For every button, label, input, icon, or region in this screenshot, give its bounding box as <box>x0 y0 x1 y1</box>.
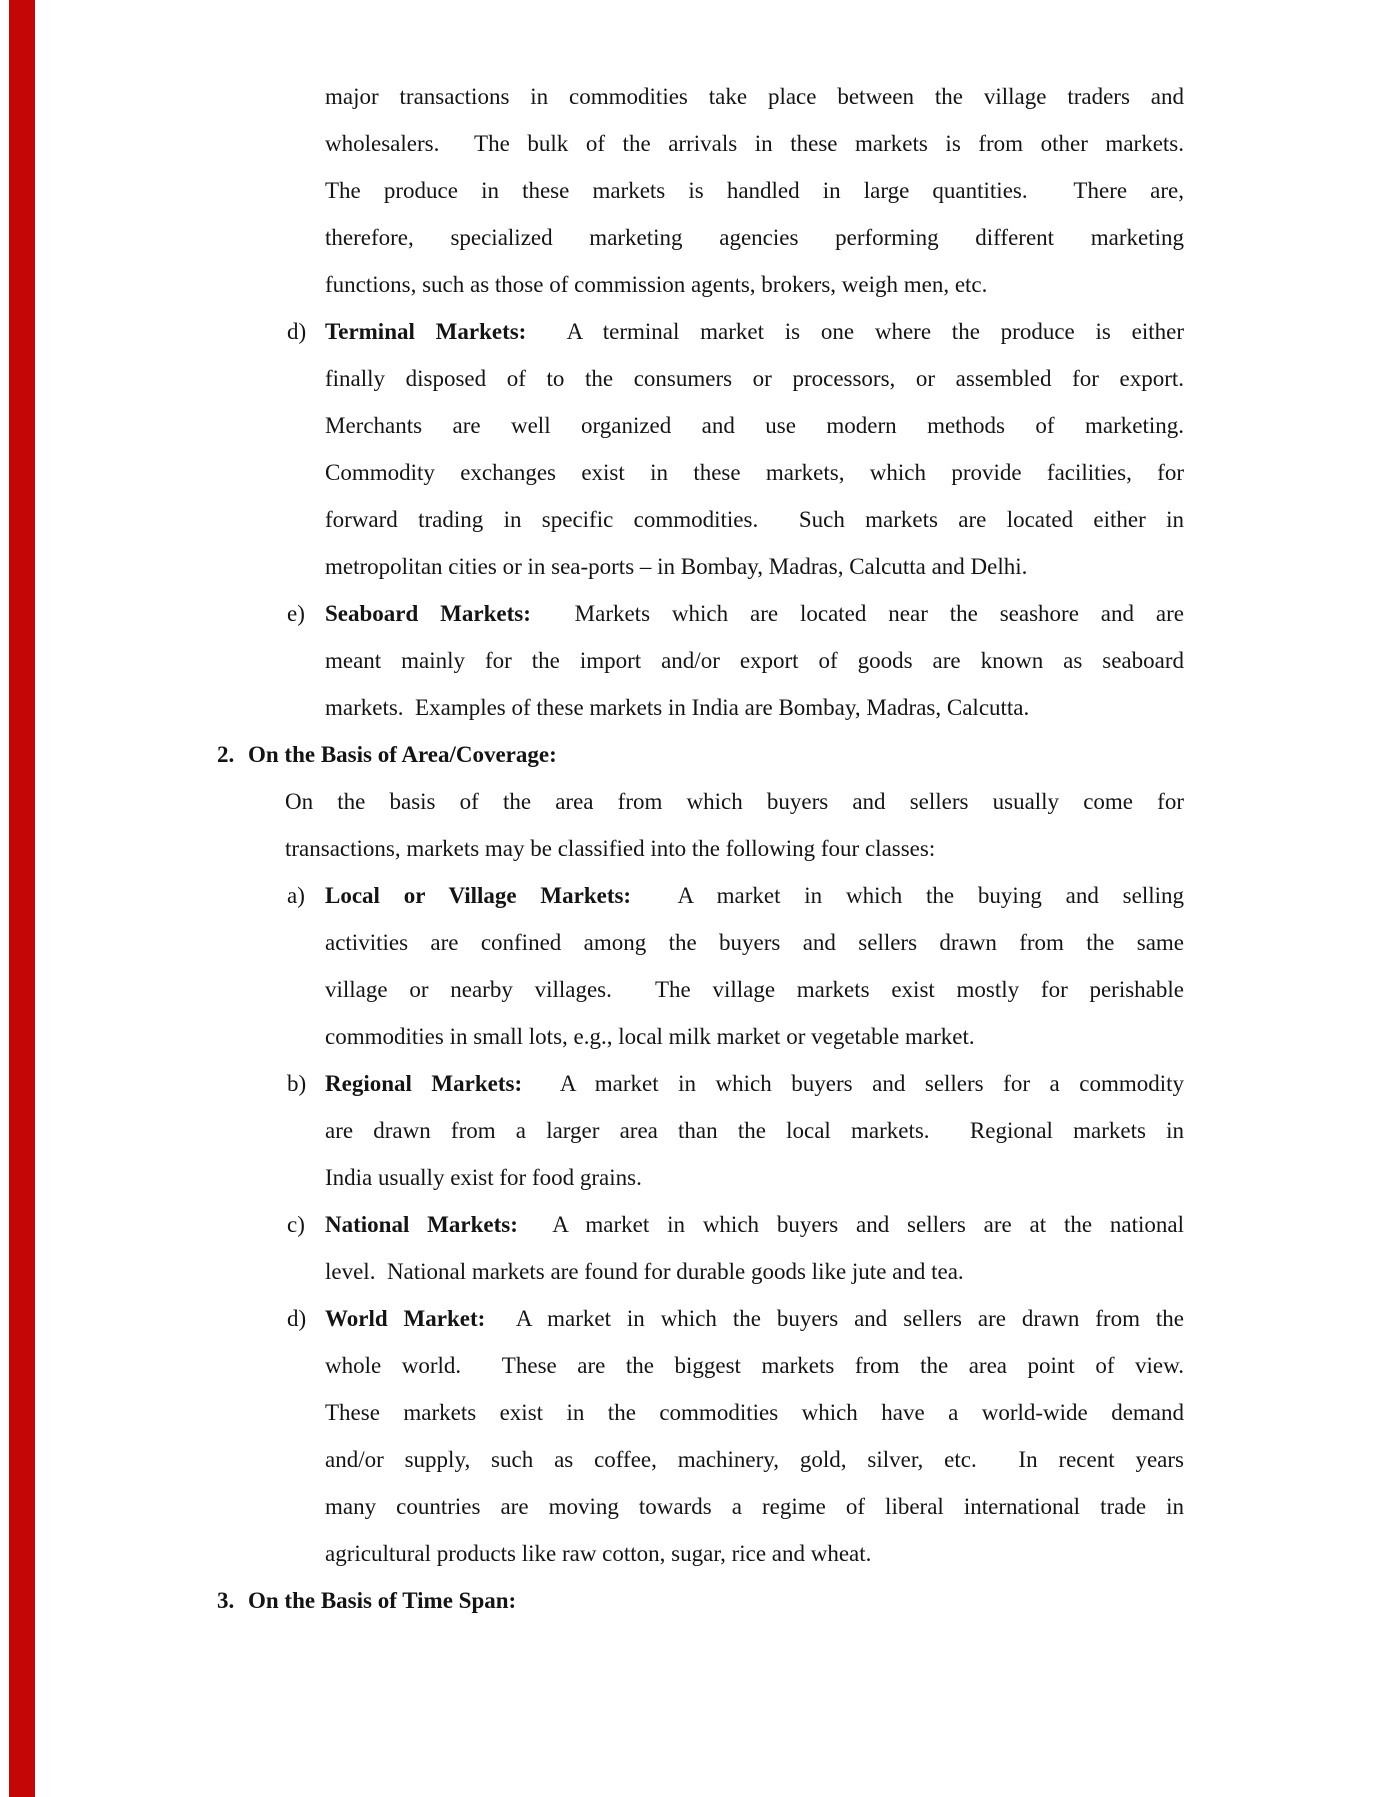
item-term: National Markets: <box>325 1212 518 1237</box>
text-line: transactions, markets may be classified into the following four classes: <box>285 836 936 861</box>
text-line: major transactions in commodities take place between the village traders and <box>325 84 1184 109</box>
section-heading-area-coverage <box>217 731 1184 778</box>
text-line <box>325 1201 1184 1248</box>
text-line: whole world. These are the biggest markets from the area point of view. <box>325 1353 1184 1378</box>
item-first-text: A market in which buyers and sellers for a commodity <box>522 1071 1184 1096</box>
text-line: are drawn from a larger area than the local markets. Regional markets in <box>325 1118 1184 1143</box>
item-first-text: A market in which buyers and sellers are at the national <box>517 1212 1184 1237</box>
item-first-text: A market in which the buying and selling <box>631 883 1184 908</box>
text-line <box>325 308 1184 355</box>
section-number: 3. <box>217 1588 235 1613</box>
item-label: e) <box>287 601 305 626</box>
text-line: These markets exist in the commodities which have a world-wide demand <box>325 1400 1184 1425</box>
list-item-terminal-markets <box>287 308 1184 590</box>
item-first-text: A market in which the buyers and sellers are drawn from the <box>485 1306 1184 1331</box>
item-term: Seaboard Markets: <box>325 601 531 626</box>
text-line: many countries are moving towards a regime of liberal international trade in <box>325 1494 1184 1519</box>
text-line: The produce in these markets is handled in large quantities. There are, <box>325 178 1184 203</box>
text-line: India usually exist for food grains. <box>325 1165 642 1190</box>
text-line <box>325 872 1184 919</box>
section-number: 2. <box>217 742 235 767</box>
section-heading-time-span <box>217 1577 1184 1624</box>
paragraph-section-intro <box>285 778 1184 872</box>
item-first-text: Markets which are located near the seashore and are <box>530 601 1184 626</box>
paragraph-continuation <box>325 73 1184 308</box>
text-line <box>325 1060 1184 1107</box>
text-line <box>325 590 1184 637</box>
section-title: On the Basis of Time Span: <box>248 1588 517 1613</box>
text-line: wholesalers. The bulk of the arrivals in these markets is from other markets. <box>325 131 1184 156</box>
text-line: metropolitan cities or in sea-ports – in Bombay, Madras, Calcutta and Delhi. <box>325 554 1028 579</box>
document-content <box>0 73 1184 1624</box>
item-label: d) <box>287 319 307 344</box>
text-line: activities are confined among the buyers and sellers drawn from the same <box>325 930 1184 955</box>
text-line: forward trading in specific commodities. Such markets are located either in <box>325 507 1184 532</box>
text-line: and/or supply, such as coffee, machinery, gold, silver, etc. In recent years <box>325 1447 1184 1472</box>
text-line: meant mainly for the import and/or export of goods are known as seaboard <box>325 648 1184 673</box>
text-line <box>325 1295 1184 1342</box>
list-item-world-market <box>287 1295 1184 1577</box>
text-line: therefore, specialized marketing agencies performing different marketing <box>325 225 1184 250</box>
item-first-text: A terminal market is one where the produce is either <box>526 319 1184 344</box>
item-label: d) <box>287 1306 307 1331</box>
text-line: Commodity exchanges exist in these markets, which provide facilities, for <box>325 460 1184 485</box>
text-line: Merchants are well organized and use modern methods of marketing. <box>325 413 1184 438</box>
text-line: functions, such as those of commission agents, brokers, weigh men, etc. <box>325 272 988 297</box>
text-line: finally disposed of to the consumers or processors, or assembled for export. <box>325 366 1184 391</box>
list-item-local-village-markets <box>287 872 1184 1060</box>
item-label: b) <box>287 1071 307 1096</box>
text-line: agricultural products like raw cotton, sugar, rice and wheat. <box>325 1541 872 1566</box>
text-line: markets. Examples of these markets in India are Bombay, Madras, Calcutta. <box>325 695 1030 720</box>
text-line: On the basis of the area from which buyers and sellers usually come for <box>285 789 1184 814</box>
item-term: Local or Village Markets: <box>325 883 632 908</box>
text-line: village or nearby villages. The village markets exist mostly for perishable <box>325 977 1184 1002</box>
list-item-seaboard-markets <box>287 590 1184 731</box>
section-title: On the Basis of Area/Coverage: <box>248 742 557 767</box>
item-label: c) <box>287 1212 305 1237</box>
list-item-national-markets <box>287 1201 1184 1295</box>
text-line: level. National markets are found for durable goods like jute and tea. <box>325 1259 964 1284</box>
item-term: World Market: <box>325 1306 486 1331</box>
text-line: commodities in small lots, e.g., local milk market or vegetable market. <box>325 1024 975 1049</box>
item-term: Regional Markets: <box>325 1071 523 1096</box>
item-label: a) <box>287 883 305 908</box>
item-term: Terminal Markets: <box>325 319 527 344</box>
list-item-regional-markets <box>287 1060 1184 1201</box>
